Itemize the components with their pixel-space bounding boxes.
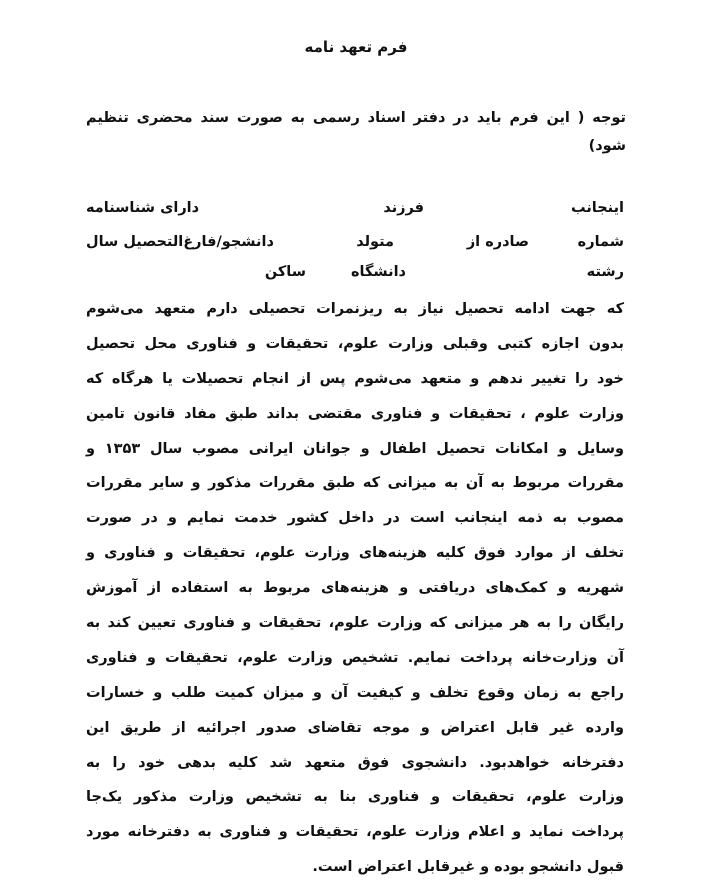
- body-line: وارده غیر قابل اعتراض و موجه تقاضای صدور اجرائیه از طریق این: [86, 719, 624, 736]
- commitment-body: [86, 294, 624, 887]
- label-id-card: دارای شناسنامه: [86, 200, 200, 216]
- label-born: متولد: [356, 234, 394, 250]
- label-number: شماره: [577, 234, 624, 250]
- label-residing: ساکن: [264, 264, 306, 280]
- fill-line-1: [86, 200, 624, 230]
- body-line: که جهت ادامه تحصیل نیاز به ریزنمرات تحصیلی دارم متعهد می‌شوم: [86, 301, 624, 317]
- notice-paragraph: توجه ( این فرم باید در دفتر اسناد رسمی به صورت سند محضری تنظیم شود): [86, 110, 626, 154]
- label-field-of-study: رشته: [586, 264, 624, 280]
- body-line: بدون اجازه کتبی وقبلی وزارت علوم، تحقیقات و فناوری محل تحصیل: [86, 335, 624, 352]
- body-line: مقررات مربوط به آن به میزانی که طبق مقررات مذکور و سایر مقررات: [86, 475, 624, 492]
- fill-line-3: [86, 264, 624, 294]
- body-line: دفترخانه خواهدبود. دانشجوی فوق متعهد شد کلیه بدهی خود را به: [86, 754, 624, 771]
- body-line: آن وزارت‌خانه پرداخت نمایم. تشخیص وزارت علوم، تحقیقات و فناوری: [86, 649, 624, 666]
- form-title: فرم تعهد نامه: [304, 38, 408, 56]
- body-line: پرداخت نماید و اعلام وزارت علوم، تحقیقات و فناوری به دفترخانه مورد: [86, 824, 624, 841]
- body-line: وزارت علوم ، تحقیقات و فناوری مقتضی بداند طبق مفاد قانون تامین: [86, 405, 624, 422]
- body-line: وزارت علوم، تحقیقات و فناوری بنا به تشخیص وزارت مذکور یک‌جا: [86, 789, 624, 806]
- body-line: تخلف از موارد فوق کلیه هزینه‌های وزارت علوم، تحقیقات و فناوری و: [86, 545, 624, 562]
- body-line: وسایل و امکانات تحصیل اطفال و جوانان ایرانی مصوب سال ۱۳۵۳ و: [86, 440, 624, 457]
- label-child-of: فرزند: [383, 200, 424, 216]
- label-applicant: اینجانب: [570, 200, 624, 216]
- label-student-graduate-year: دانشجو/فارغ‌التحصیل سال: [86, 234, 274, 250]
- body-line: مصوب به ذمه اینجانب است در داخل کشور خدمت نمایم و در صورت: [86, 510, 624, 527]
- body-line: قبول دانشجو بوده و غیرقابل اعتراض است.: [312, 859, 624, 876]
- fill-line-2: [86, 234, 624, 264]
- body-line: راجع به زمان وقوع تخلف و کیفیت آن و میزان کمیت طلب و خسارات: [86, 684, 624, 701]
- body-line: رایگان را به هر میزانی که وزارت علوم، تحقیقات و فناوری تعیین کند به: [86, 615, 624, 632]
- label-university: دانشگاه: [350, 264, 406, 280]
- body-line: شهریه و کمک‌های دریافتی و هزینه‌های مربوط به استفاده از آموزش: [86, 580, 624, 597]
- body-line: خود را تغییر ندهم و متعهد می‌شوم پس از انجام تحصیلات یا هرگاه که: [86, 370, 624, 387]
- label-issued-from: صادره از: [466, 234, 529, 250]
